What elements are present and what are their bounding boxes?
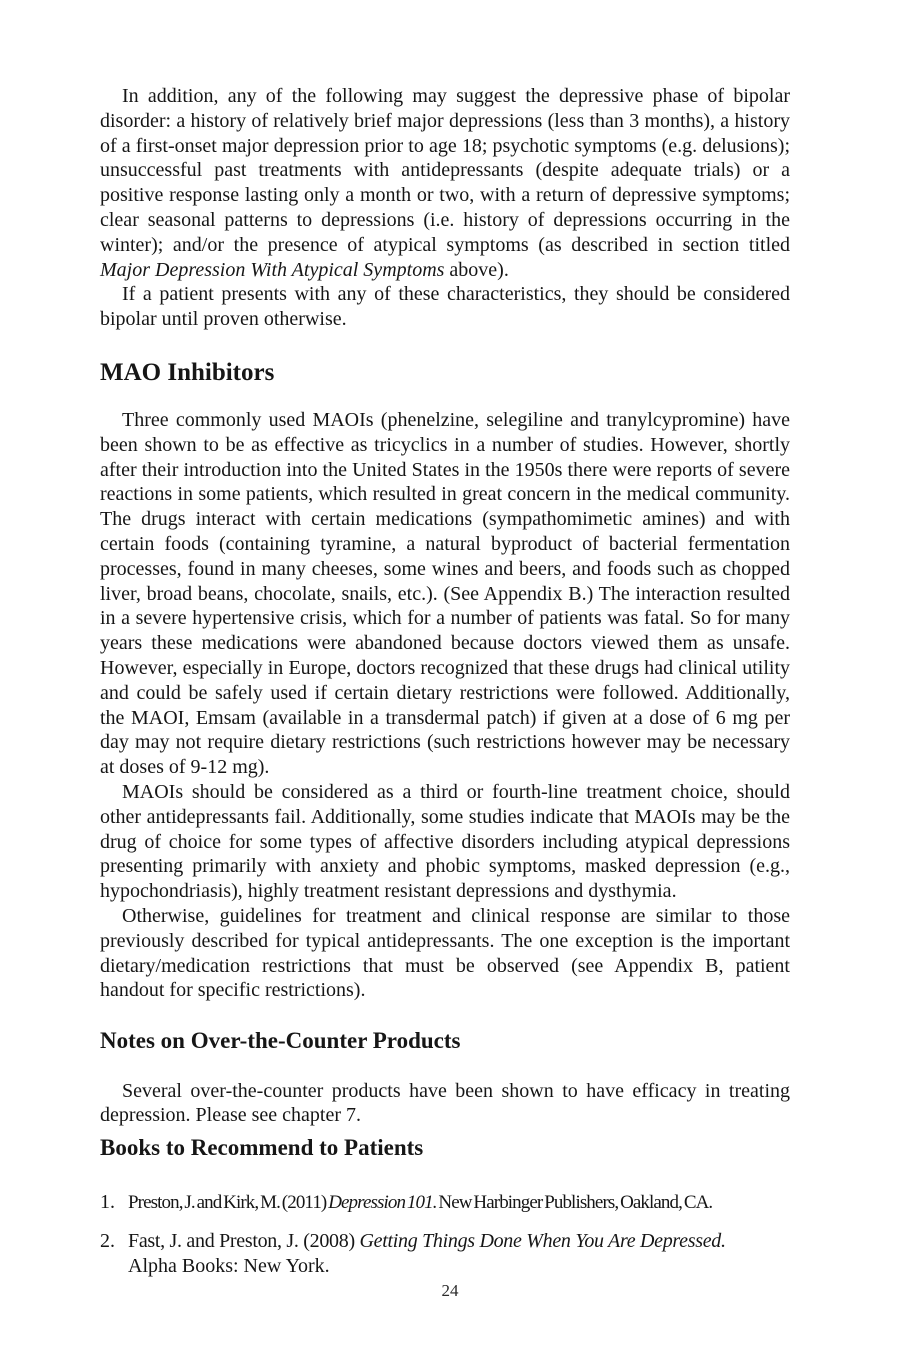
paragraph-text: In addition, any of the following may suggest the depressive phase of bipolar disorder: a history of relatively brief major depressions (less than 3 months), a history of a first-onset major depression prior to age 18; psychotic symptoms (e.g. delusions); unsuccessful past treatments with antidepressants (despite adequate trials) or a positive response lasting only a month or two, with a return of depressive symptoms; clear seasonal patterns to depressions (i.e. history of depressions occurring in the winter); and/or the presence of atypical symptoms (as described in section titled	[100, 85, 790, 256]
reference-text	[128, 1229, 790, 1279]
paragraph-otc: Several over-the-counter products have been shown to have efficacy in treating depression. Please see chapter 7.	[100, 1079, 790, 1127]
paragraph-bipolar-indicators	[100, 84, 790, 282]
reference-first-line	[128, 1230, 726, 1252]
paragraph-maoi-treatment-choice: MAOIs should be considered as a third or fourth-line treatment choice, should other antidepressants fail. Additionally, some studies indicate that MAOIs may be the drug of choice for some types of affective disorders including atypical depressions presenting primarily with anxiety and phobic symptoms, masked depression (e.g., hypochondriasis), highly treatment resistant depressions and dysthymia.	[100, 780, 790, 903]
paragraph-text: above).	[444, 258, 509, 281]
reference-book-title: Getting Things Done When You Are Depressed.	[359, 1229, 726, 1252]
reference-number: 2.	[100, 1229, 115, 1252]
heading-books-to-recommend: Books to Recommend to Patients	[100, 1135, 424, 1161]
reference-authors: Fast, J. and Preston, J. (2008)	[128, 1229, 360, 1252]
paragraph-maoi-guidelines: Otherwise, guidelines for treatment and clinical response are similar to those previously described for typical antidepressants. The one exception is the important dietary/medication restrictions that must be observed (see Appendix B, patient handout for specific restrictions).	[100, 904, 790, 1002]
reference-book-title: Depression 101.	[328, 1191, 437, 1213]
reference-publisher: New Harbinger Publishers, Oakland, CA.	[436, 1191, 713, 1213]
heading-mao-inhibitors: MAO Inhibitors	[100, 358, 275, 386]
reference-item-2	[100, 1229, 790, 1279]
reference-publisher: Alpha Books: New York.	[128, 1254, 330, 1277]
reference-item-1	[100, 1190, 790, 1215]
page-content	[100, 0, 790, 1279]
reference-list	[100, 1190, 790, 1279]
reference-authors: Preston, J. and Kirk, M. (2011)	[128, 1191, 329, 1213]
reference-number: 1.	[100, 1190, 115, 1213]
reference-text	[128, 1190, 790, 1215]
heading-otc-products: Notes on Over-the-Counter Products	[100, 1028, 461, 1054]
paragraph-maoi-overview: Three commonly used MAOIs (phenelzine, selegiline and tranylcypromine) have been shown to be as effective as tricyclics in a number of studies. However, shortly after their introduction into the United States in the 1950s there were reports of severe reactions in some patients, which resulted in great concern in the medical community. The drugs interact with certain medications (sympathomimetic amines) and with certain foods (containing tyramine, a natural byproduct of bacterial fermentation processes, found in many cheeses, some wines and beers, and foods such as chopped liver, broad beans, chocolate, snails, etc.). (See Appendix B.) The interaction resulted in a severe hypertensive crisis, which for a number of patients was fatal. So for many years these medications were abandoned because doctors viewed them as unsafe. However, especially in Europe, doctors recognized that these drugs had clinical utility and could be safely used if certain dietary restrictions were followed. Additionally, the MAOI, Emsam (available in a transdermal patch) if given at a dose of 6 mg per day may not require dietary restrictions (such restrictions however may be necessary at doses of 9-12 mg).	[100, 408, 790, 779]
paragraph-bipolar-conclusion: If a patient presents with any of these characteristics, they should be considered bipolar until proven otherwise.	[100, 283, 790, 331]
page-number: 24	[441, 1281, 459, 1300]
italic-section-title-reference: Major Depression With Atypical Symptoms	[100, 258, 445, 281]
